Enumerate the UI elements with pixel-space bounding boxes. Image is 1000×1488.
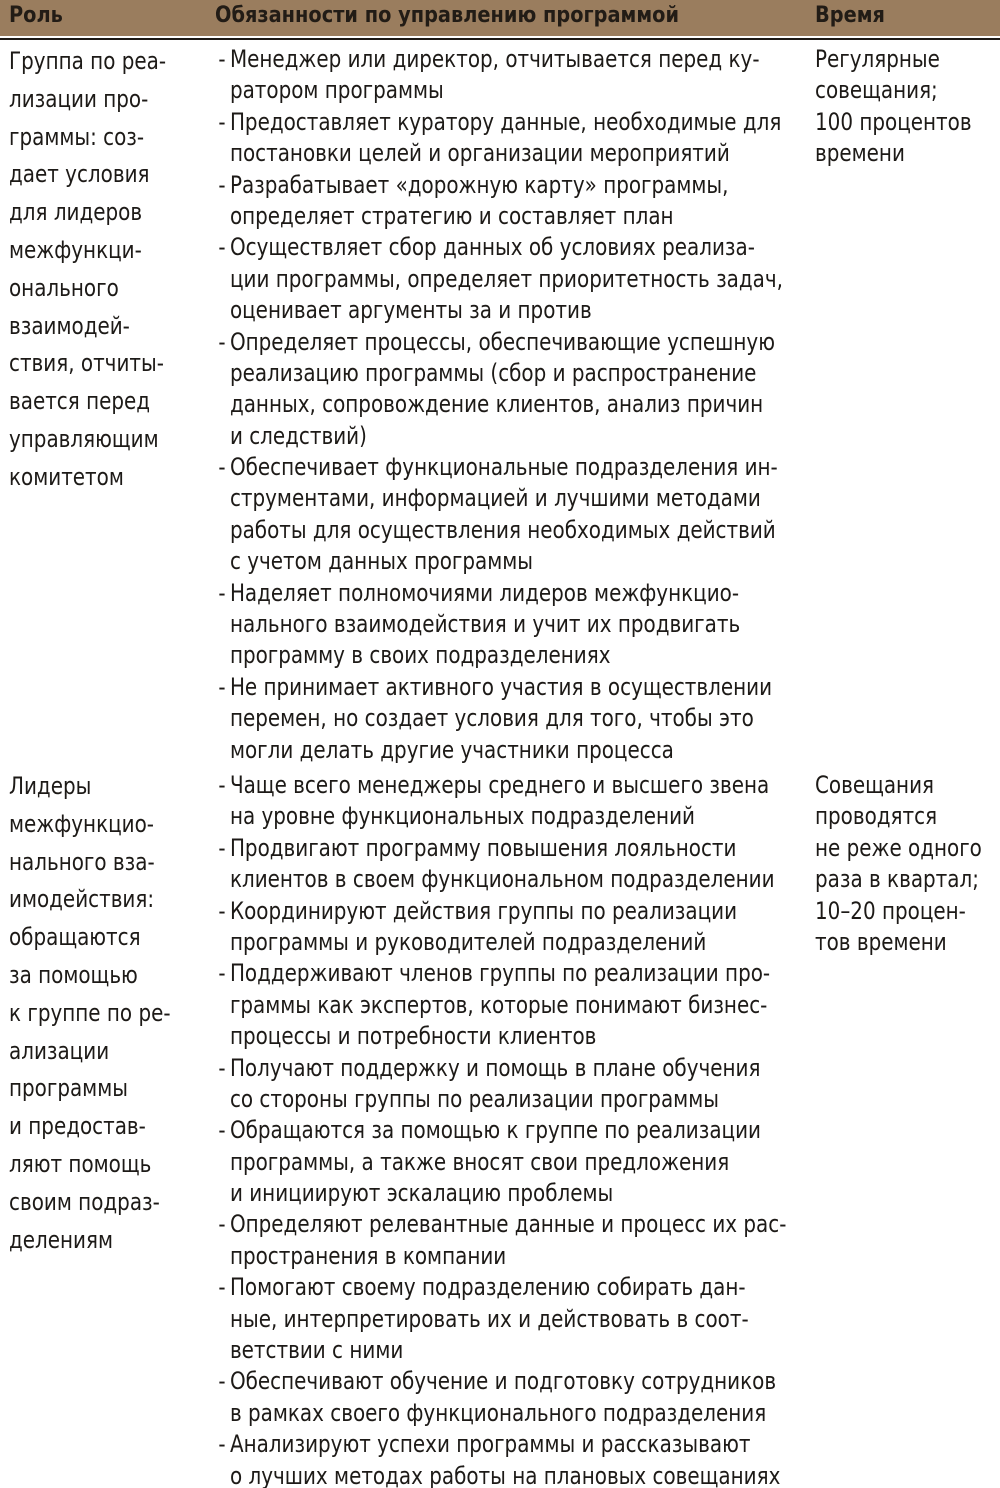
duty-list-item: [215, 1366, 799, 1429]
time-text-line: Регулярные: [815, 45, 940, 73]
role-text-line: Лидеры: [9, 772, 92, 800]
duty-text-line: - Осуществляет сбор данных об условиях реализа-: [215, 232, 799, 263]
duty-list-item: [215, 958, 799, 1052]
time-text-line: тов времени: [815, 927, 947, 956]
role-text-line: вается перед: [9, 387, 151, 416]
duty-text-line: - Менеджер или директор, отчитывается перед ку-: [215, 44, 799, 75]
duty-text-line: ратором программы: [229, 76, 444, 105]
duty-text-line: - Поддерживают членов группы по реализации про-: [215, 958, 799, 989]
table-header-row: [0, 0, 1000, 36]
time-text-line: 10–20 процен-: [815, 896, 966, 925]
role-text-line: лизации про-: [9, 84, 149, 113]
role-text-line: нального вза-: [9, 847, 155, 876]
time-cell: [815, 770, 1000, 958]
duty-list-item: [215, 327, 799, 453]
role-text-line: межфункци-: [9, 235, 142, 264]
time-text-line: 100 процентов: [815, 107, 972, 136]
role-text-line: за помощью: [9, 960, 138, 989]
duty-text-line: - Анализируют успехи программы и рассказывают: [215, 1429, 799, 1460]
duty-text-line: - Обеспечивают обучение и подготовку сотрудников: [215, 1366, 799, 1397]
role-text-line: к группе по ре-: [9, 998, 171, 1027]
duty-text-line: работы для осуществления необходимых действий: [229, 515, 776, 544]
role-cell: [9, 768, 203, 1259]
duty-text-line: оценивает аргументы за и против: [229, 296, 592, 325]
role-text-line: ляют помощь: [9, 1149, 152, 1178]
duty-list-item: [215, 170, 799, 233]
duty-text-line: граммы как экспертов, которые понимают бизнес-: [229, 990, 768, 1019]
role-text-line: своим подраз-: [9, 1187, 160, 1216]
role-text-line: управляющим: [9, 424, 159, 453]
duty-text-line: - Определяет процессы, обеспечивающие успешную: [215, 327, 799, 358]
role-text-line: Группа по реа-: [9, 47, 167, 75]
time-text-line: проводятся: [815, 802, 938, 831]
role-text-line: для лидеров: [9, 198, 143, 227]
duty-list-item: [215, 896, 799, 959]
duty-text-line: ции программы, определяет приоритетность задач,: [229, 264, 783, 293]
duty-text-line: программу в своих подразделениях: [229, 641, 611, 670]
role-text-line: ствия, отчиты-: [9, 349, 164, 378]
time-cell: [815, 44, 1000, 170]
duty-text-line: постановки целей и организации мероприятий: [229, 139, 730, 168]
duty-text-line: реализацию программы (сбор и распространение: [229, 358, 757, 387]
duty-text-line: программы, а также вносят свои предложения: [229, 1147, 730, 1176]
duty-text-line: со стороны группы по реализации программы: [229, 1084, 719, 1113]
duty-text-line: нального взаимодействия и учит их продвигать: [229, 610, 741, 639]
time-text-line: совещания;: [815, 76, 938, 105]
header-time: Время: [815, 2, 885, 28]
duty-text-line: перемен, но создает условия для того, чтобы это: [229, 704, 754, 733]
duty-text-line: - Определяют релевантные данные и процесс их рас-: [215, 1209, 799, 1240]
duty-text-line: - Получают поддержку и помощь в плане обучения: [215, 1053, 799, 1084]
duty-list-item: [215, 770, 799, 833]
duty-text-line: пространения в компании: [229, 1241, 507, 1270]
duty-text-line: - Продвигают программу повышения лояльности: [215, 833, 799, 864]
duty-text-line: процессы и потребности клиентов: [229, 1022, 597, 1051]
time-text-line: Совещания: [815, 771, 935, 799]
duty-text-line: - Помогают своему подразделению собирать дан-: [215, 1272, 799, 1303]
duty-text-line: на уровне функциональных подразделений: [229, 802, 695, 831]
header-divider: [0, 38, 1000, 40]
duty-text-line: о лучших методах работы на плановых совещаниях: [229, 1461, 781, 1488]
duty-text-line: программы и руководителей подразделений: [229, 927, 707, 956]
role-cell: [9, 43, 203, 497]
duty-text-line: могли делать другие участники процесса: [229, 735, 674, 764]
duty-text-line: в рамках своего функционального подразделения: [229, 1398, 767, 1427]
role-text-line: межфункцио-: [9, 809, 154, 838]
role-text-line: граммы: соз-: [9, 122, 145, 151]
header-role: Роль: [9, 2, 63, 28]
duty-list-item: [215, 44, 799, 107]
duty-text-line: и следствий): [229, 421, 367, 450]
role-text-line: имодействия:: [9, 885, 155, 914]
duty-text-line: и инициируют эскалацию проблемы: [229, 1179, 614, 1208]
duty-list-item: [215, 1272, 799, 1366]
duty-list-item: [215, 1053, 799, 1116]
duty-list-item: [215, 232, 799, 326]
duty-text-line: ветствии с ними: [229, 1336, 404, 1365]
duty-text-line: струментами, информацией и лучшими методами: [229, 484, 761, 513]
duty-list-item: [215, 452, 799, 578]
duty-text-line: - Разрабатывает «дорожную карту» программы,: [215, 170, 799, 201]
time-text-line: не реже одного: [815, 833, 982, 862]
role-text-line: комитетом: [9, 462, 124, 491]
duty-text-line: - Не принимает активного участия в осуществлении: [215, 672, 799, 703]
duty-list-item: [215, 1429, 799, 1488]
duties-cell: [215, 770, 799, 1488]
duty-text-line: - Предоставляет куратору данные, необходимые для: [215, 107, 799, 138]
role-text-line: ализации: [9, 1036, 110, 1065]
duty-list-item: [215, 107, 799, 170]
duty-list-item: [215, 1209, 799, 1272]
role-text-line: онального: [9, 273, 119, 302]
duty-text-line: ные, интерпретировать их и действовать в соот-: [229, 1304, 749, 1333]
duty-text-line: - Обращаются за помощью к группе по реализации: [215, 1115, 799, 1146]
duty-text-line: клиентов в своем функциональном подразделении: [229, 865, 775, 894]
role-text-line: взаимодей-: [9, 311, 130, 340]
duty-list-item: [215, 833, 799, 896]
duty-text-line: определяет стратегию и составляет план: [229, 201, 674, 230]
duty-text-line: - Наделяет полномочиями лидеров межфункцио-: [215, 578, 799, 609]
duty-list-item: [215, 578, 799, 672]
duty-list-item: [215, 672, 799, 766]
time-text-line: времени: [815, 139, 905, 168]
role-text-line: программы: [9, 1074, 128, 1103]
header-duties: Обязанности по управлению программой: [215, 2, 680, 28]
duty-list-item: [215, 1115, 799, 1209]
role-text-line: дает условия: [9, 160, 150, 189]
role-text-line: и предостав-: [9, 1112, 146, 1141]
duty-text-line: с учетом данных программы: [229, 547, 534, 576]
duties-cell: [215, 44, 799, 766]
role-text-line: делениям: [9, 1225, 113, 1254]
duty-text-line: - Чаще всего менеджеры среднего и высшего звена: [215, 770, 799, 801]
time-text-line: раза в квартал;: [815, 865, 979, 894]
duty-text-line: данных, сопровождение клиентов, анализ причин: [229, 390, 764, 419]
role-text-line: обращаются: [9, 923, 141, 952]
duty-text-line: - Обеспечивает функциональные подразделения ин-: [215, 452, 799, 483]
duty-text-line: - Координируют действия группы по реализации: [215, 896, 799, 927]
